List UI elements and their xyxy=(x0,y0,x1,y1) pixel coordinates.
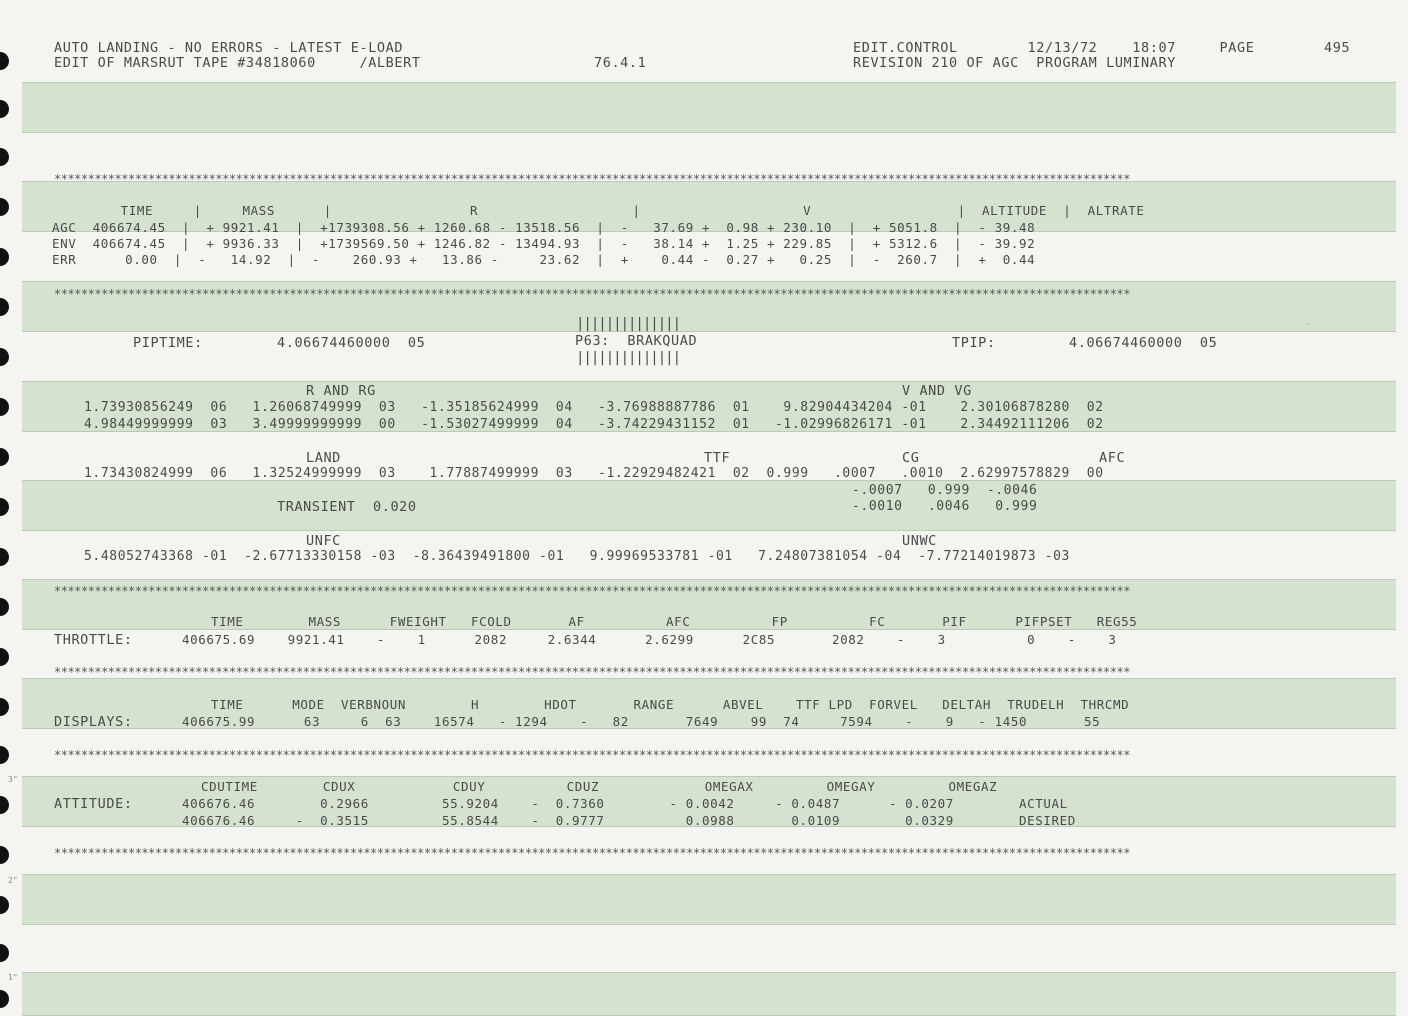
asterisk-separator: **************************************************************************************************************************************************************** xyxy=(54,846,1130,860)
throttle-header: TIME MASS FWEIGHT FCOLD AF AFC FP FC PIF PIFPSET REG55 xyxy=(211,614,1138,629)
header-job: 76.4.1 xyxy=(594,55,647,71)
rv-row-1: 1.73930856249 06 1.26068749999 03 -1.35185624999 04 -3.76988887786 01 9.82904434204 -01 2.30106878280 02 xyxy=(84,400,1104,415)
stray-mark: . xyxy=(1305,318,1311,328)
tpip-value: 4.06674460000 05 xyxy=(1069,335,1218,351)
unfc-label: UNFC xyxy=(306,533,341,549)
feed-hole xyxy=(0,846,9,864)
afc-label: AFC xyxy=(1099,450,1126,466)
asterisk-separator: **************************************************************************************************************************************************************** xyxy=(54,172,1130,186)
state-vector-row-env: ENV 406674.45 | + 9936.33 | +1739569.50 + 1246.82 - 13494.93 | - 38.14 + 1.25 + 229.85 | + 5312.6 | - 39.92 xyxy=(52,236,1036,251)
asterisk-separator: **************************************************************************************************************************************************************** xyxy=(54,665,1130,679)
feed-hole xyxy=(0,598,9,616)
cg-row-2: -.0007 0.999 -.0046 xyxy=(852,483,1038,498)
feed-hole xyxy=(0,398,9,416)
header-title-1: AUTO LANDING - NO ERRORS - LATEST E-LOAD xyxy=(54,40,404,56)
feed-hole xyxy=(0,448,9,466)
green-band xyxy=(22,874,1396,925)
feed-hole xyxy=(0,746,9,764)
ttf-label: TTF xyxy=(704,450,731,466)
green-band xyxy=(22,480,1396,531)
feed-hole xyxy=(0,348,9,366)
feed-hole xyxy=(0,498,9,516)
land-label: LAND xyxy=(306,450,341,466)
attitude-row-desired: 406676.46 - 0.3515 55.8544 - 0.9777 0.0988 0.0109 0.0329 DESIRED xyxy=(182,813,1076,828)
green-band xyxy=(22,82,1396,133)
ruler-mark: 2" xyxy=(8,876,18,885)
throttle-label: THROTTLE: xyxy=(54,632,133,648)
p63-label: P63: BRAKQUAD xyxy=(575,333,698,349)
unwc-label: UNWC xyxy=(902,533,937,549)
piptime-label: PIPTIME: xyxy=(133,335,203,351)
attitude-label: ATTITUDE: xyxy=(54,796,133,812)
ruler-mark: 3" xyxy=(8,775,18,784)
header-title-2: EDIT OF MARSRUT TAPE #34818060 /ALBERT xyxy=(54,55,421,71)
land-row-1: 1.73430824999 06 1.32524999999 03 1.77887499999 03 -1.22929482421 02 0.999 .0007 .0010 2.62997578829 00 xyxy=(84,466,1104,481)
feed-hole xyxy=(0,896,9,914)
state-vector-header: TIME | MASS | R | V | ALTITUDE | ALTRATE xyxy=(80,203,1145,218)
page-number: 495 xyxy=(1324,40,1351,56)
feed-hole xyxy=(0,944,9,962)
piptime-value: 4.06674460000 05 xyxy=(277,335,426,351)
displays-label: DISPLAYS: xyxy=(54,714,133,730)
asterisk-separator: **************************************************************************************************************************************************************** xyxy=(54,287,1130,301)
feed-hole xyxy=(0,148,9,166)
asterisk-separator: **************************************************************************************************************************************************************** xyxy=(54,748,1130,762)
feed-hole xyxy=(0,548,9,566)
tpip-label: TPIP: xyxy=(952,335,996,351)
transient-value: TRANSIENT 0.020 xyxy=(277,499,417,515)
r-and-rg-label: R AND RG xyxy=(306,383,376,399)
throttle-row: 406675.69 9921.41 - 1 2082 2.6344 2.6299 2C85 2082 - 3 0 - 3 xyxy=(182,632,1117,647)
state-vector-row-agc: AGC 406674.45 | + 9921.41 | +1739308.56 + 1260.68 - 13518.56 | - 37.69 + 0.98 + 230.10 | + 5051.8 | - 39.48 xyxy=(52,220,1036,235)
p63-bars-top: |||||||||||||| xyxy=(576,316,681,332)
ruler-mark: 1" xyxy=(8,973,18,982)
displays-row: 406675.99 63 6 63 16574 - 1294 - 82 7649 99 74 7594 - 9 - 1450 55 xyxy=(182,714,1101,729)
unit-row: 5.48052743368 -01 -2.67713330158 -03 -8.36439491800 -01 9.99969533781 -01 7.24807381054 -04 -7.77214019873 -03 xyxy=(84,549,1070,564)
state-vector-row-err: ERR 0.00 | - 14.92 | - 260.93 + 13.86 - 23.62 | + 0.44 - 0.27 + 0.25 | - 260.7 | + 0.44 xyxy=(52,252,1036,267)
feed-hole xyxy=(0,248,9,266)
feed-hole xyxy=(0,198,9,216)
feed-hole xyxy=(0,648,9,666)
feed-hole xyxy=(0,796,9,814)
cg-label: CG xyxy=(902,450,920,466)
attitude-header: CDUTIME CDUX CDUY CDUZ OMEGAX OMEGAY OMEGAZ xyxy=(201,779,998,794)
green-band xyxy=(22,972,1396,1016)
asterisk-separator: **************************************************************************************************************************************************************** xyxy=(54,584,1130,598)
attitude-row-actual: 406676.46 0.2966 55.9204 - 0.7360 - 0.0042 - 0.0487 - 0.0207 ACTUAL xyxy=(182,796,1068,811)
rv-row-2: 4.98449999999 03 3.49999999999 00 -1.53027499999 04 -3.74229431152 01 -1.02996826171 -01 2.34492111206 02 xyxy=(84,417,1104,432)
header-right-1: EDIT.CONTROL 12/13/72 18:07 PAGE xyxy=(853,40,1255,56)
header-right-2: REVISION 210 OF AGC PROGRAM LUMINARY xyxy=(853,55,1176,71)
feed-hole xyxy=(0,52,9,70)
feed-hole xyxy=(0,298,9,316)
feed-hole xyxy=(0,698,9,716)
feed-hole xyxy=(0,990,9,1008)
p63-bars-bottom: |||||||||||||| xyxy=(576,350,681,366)
displays-header: TIME MODE VERBNOUN H HDOT RANGE ABVEL TTF LPD FORVEL DELTAH TRUDELH THRCMD xyxy=(211,697,1130,712)
v-and-vg-label: V AND VG xyxy=(902,383,972,399)
cg-row-3: -.0010 .0046 0.999 xyxy=(852,499,1038,514)
feed-hole xyxy=(0,100,9,118)
